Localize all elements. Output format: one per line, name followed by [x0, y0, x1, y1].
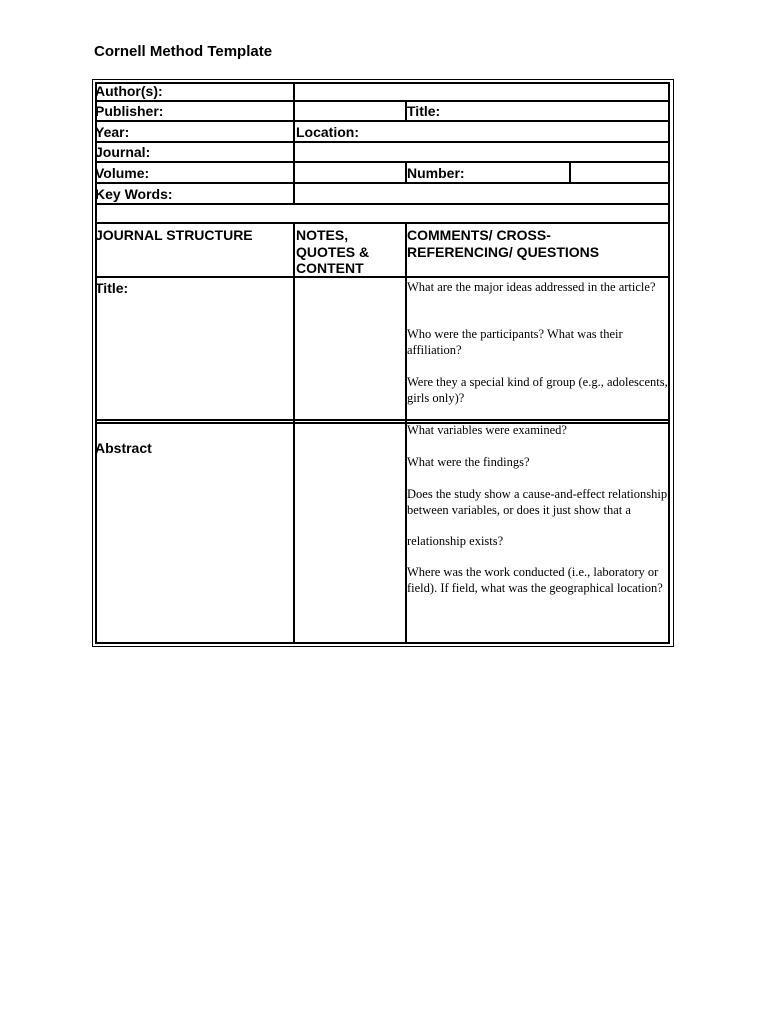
grid-line — [95, 120, 669, 122]
grid-line — [569, 161, 571, 183]
publisher-label: Publisher: — [95, 103, 164, 119]
question-text: Where was the work conducted (i.e., laboratory or field). If field, what was the geographical location? — [407, 565, 663, 595]
grid-line — [95, 161, 669, 163]
question-text: Were they a special kind of group (e.g., adolescents, girls only)? — [407, 375, 668, 405]
question-text: Who were the participants? What was their affiliation? — [407, 327, 623, 357]
question-text: relationship exists? — [407, 534, 504, 548]
cornell-form-table — [92, 79, 674, 647]
grid-line — [95, 642, 669, 644]
volume-label: Volume: — [95, 165, 150, 181]
year-label: Year: — [95, 124, 130, 140]
authors-label: Author(s): — [95, 83, 163, 99]
title-label: Title: — [407, 103, 441, 119]
question-text: What are the major ideas addressed in the article? — [407, 280, 656, 294]
question-text: Does the study show a cause-and-effect relationship between variables, or does it just show that a — [407, 487, 668, 517]
grid-line — [95, 419, 669, 421]
grid-line — [668, 82, 670, 644]
section-label-title: Title: — [95, 280, 129, 296]
journal-label: Journal: — [95, 144, 151, 160]
number-label: Number: — [407, 165, 465, 181]
column-header-comments: COMMENTS/ CROSS-REFERENCING/ QUESTIONS — [407, 227, 600, 260]
grid-line — [95, 182, 669, 184]
grid-line — [293, 82, 295, 203]
grid-line — [95, 222, 669, 224]
location-label: Location: — [296, 124, 359, 140]
grid-line — [95, 203, 669, 205]
section-label-abstract: Abstract — [95, 440, 152, 456]
keywords-label: Key Words: — [95, 186, 173, 202]
grid-line — [95, 100, 669, 102]
grid-line — [95, 141, 669, 143]
question-text: What were the findings? — [407, 455, 530, 469]
column-header-structure: JOURNAL STRUCTURE — [95, 227, 253, 243]
question-text: What variables were examined? — [407, 423, 567, 437]
grid-line — [293, 222, 295, 644]
document-title: Cornell Method Template — [94, 43, 273, 60]
column-header-notes: NOTES, QUOTES & CONTENT — [296, 227, 370, 276]
grid-line — [95, 82, 669, 84]
